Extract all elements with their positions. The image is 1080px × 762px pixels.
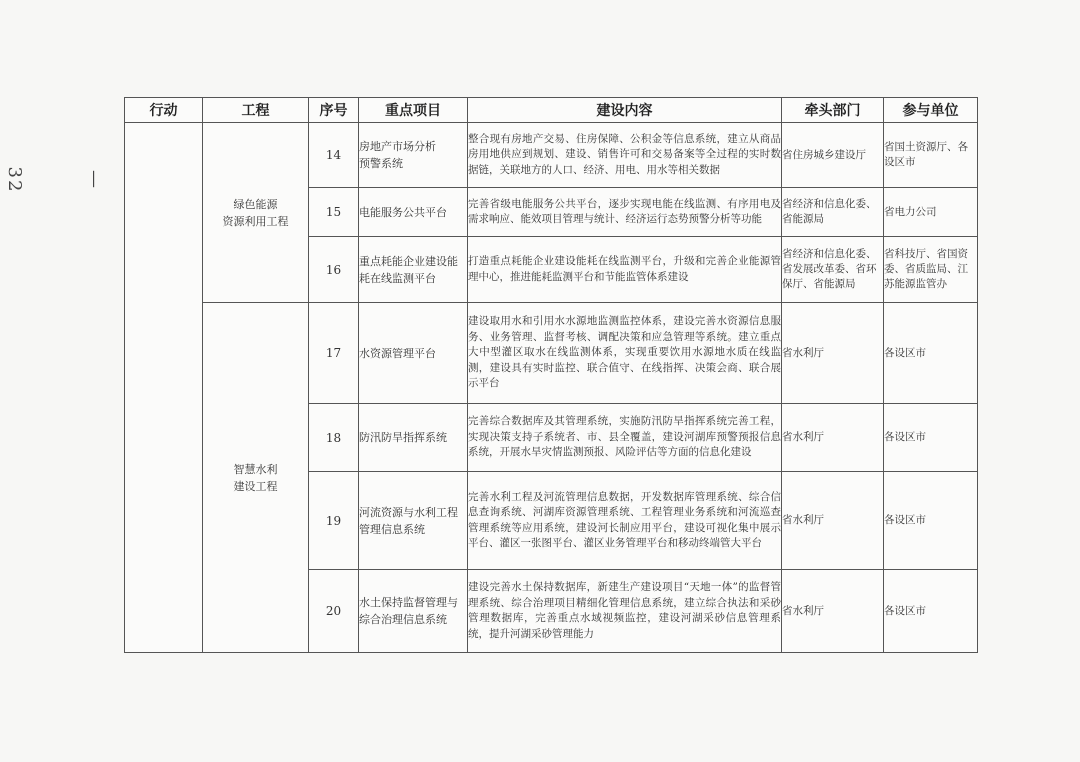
- content-cell: 整合现有房地产交易、住房保障、公积金等信息系统，建立从商品房用地供应到规划、建设、销售许可和交易备案等全过程的实时数据链，关联地方的人口、经济、用电、用水等相关数据: [468, 123, 782, 188]
- seq-cell: 18: [309, 404, 359, 472]
- lead-cell: 省住房城乡建设厅: [782, 123, 884, 188]
- lead-cell: 省水利厅: [782, 570, 884, 653]
- participants-cell: 各设区市: [884, 404, 978, 472]
- header-lead: 牵头部门: [782, 98, 884, 123]
- engineering-cell: [203, 303, 309, 653]
- table-row: [125, 123, 978, 188]
- content-cell: 建设取用水和引用水水源地监测监控体系，建设完善水资源信息服务、业务管理、监督考核、调配决策和应急管理等系统。建立重点大中型灌区取水在线监测体系，实现重要饮用水源地水质在线监测，建设具有实时监控、联合值守、在线指挥、决策会商、联合展示平台: [468, 303, 782, 404]
- participants-cell: 省国土资源厅、各设区市: [884, 123, 978, 188]
- lead-cell: 省经济和信息化委、省能源局: [782, 188, 884, 237]
- seq-cell: 15: [309, 188, 359, 237]
- lead-cell: 省水利厅: [782, 472, 884, 570]
- lead-cell: 省水利厅: [782, 303, 884, 404]
- lead-cell: 省经济和信息化委、省发展改革委、省环保厅、省能源局: [782, 237, 884, 303]
- projects-table: [124, 97, 978, 653]
- table-header-row: [125, 98, 978, 123]
- project-cell: 重点耗能企业建设能耗在线监测平台: [359, 237, 468, 303]
- header-action: 行动: [125, 98, 203, 123]
- participants-cell: 省电力公司: [884, 188, 978, 237]
- seq-cell: 20: [309, 570, 359, 653]
- project-cell: 河流资源与水利工程管理信息系统: [359, 472, 468, 570]
- project-cell: 水土保持监督管理与综合治理信息系统: [359, 570, 468, 653]
- header-project: 重点项目: [359, 98, 468, 123]
- engineering-label: 绿色能源 资源利用工程: [222, 197, 289, 228]
- engineering-cell: [203, 123, 309, 303]
- engineering-label: 智慧水利 建设工程: [233, 462, 278, 493]
- content-cell: 建设完善水土保持数据库，新建生产建设项目“天地一体”的监督管理系统、综合治理项目精细化管理信息系统，建立综合执法和采砂管理数据库，完善重点水域视频监控，建设河湖采砂信息管理系统，提升河湖采砂管理能力: [468, 570, 782, 653]
- content-cell: 完善综合数据库及其管理系统，实施防汛防旱指挥系统完善工程，实现决策支持子系统者、市、县全覆盖，建设河湖库预警预报信息系统，开展水旱灾情监测预报、风险评估等方面的信息化建设: [468, 404, 782, 472]
- header-seq: 序号: [309, 98, 359, 123]
- lead-cell: 省水利厅: [782, 404, 884, 472]
- participants-cell: 各设区市: [884, 570, 978, 653]
- seq-cell: 14: [309, 123, 359, 188]
- content-cell: 完善省级电能服务公共平台，逐步实现电能在线监测、有序用电及需求响应、能效项目管理与统计、经济运行态势预警分析等功能: [468, 188, 782, 237]
- header-participants: 参与单位: [884, 98, 978, 123]
- header-content: 建设内容: [468, 98, 782, 123]
- content-cell: 完善水利工程及河流管理信息数据，开发数据库管理系统、综合信息查询系统、河湖库资源管理系统、工程管理业务系统和河流巡查管理系统等应用系统，建设河长制应用平台，建设可视化集中展示平台、灌区一张图平台、灌区业务管理平台和移动终端管大平台: [468, 472, 782, 570]
- table-row: [125, 303, 978, 404]
- page-number: — 32: [4, 166, 105, 194]
- seq-cell: 16: [309, 237, 359, 303]
- content-cell: 打造重点耗能企业建设能耗在线监测平台，升级和完善企业能源管理中心，推进能耗监测平台和节能监管体系建设: [468, 237, 782, 303]
- action-cell: [125, 123, 203, 653]
- participants-cell: 省科技厅、省国资委、省质监局、江苏能源监管办: [884, 237, 978, 303]
- participants-cell: 各设区市: [884, 303, 978, 404]
- seq-cell: 19: [309, 472, 359, 570]
- project-cell: 水资源管理平台: [359, 303, 468, 404]
- header-engineering: 工程: [203, 98, 309, 123]
- project-cell: 房地产市场分析 预警系统: [359, 123, 468, 188]
- seq-cell: 17: [309, 303, 359, 404]
- participants-cell: 各设区市: [884, 472, 978, 570]
- project-cell: 电能服务公共平台: [359, 188, 468, 237]
- project-cell: 防汛防旱指挥系统: [359, 404, 468, 472]
